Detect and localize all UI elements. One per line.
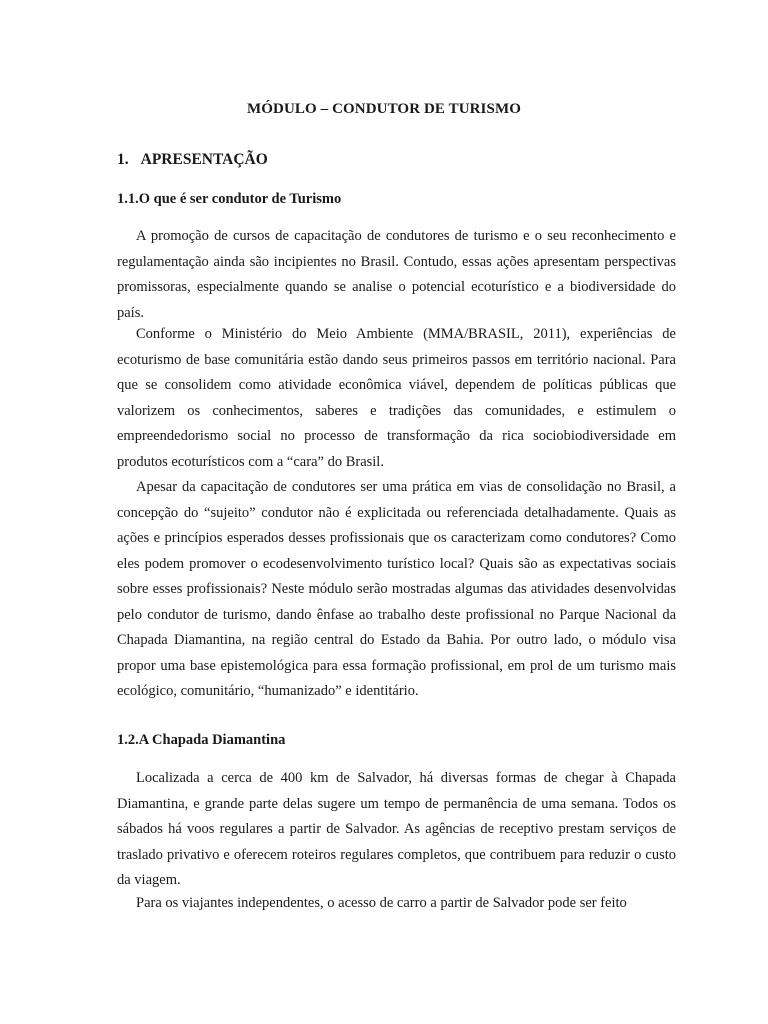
section-heading-apresentacao: [117, 151, 268, 169]
paragraph: Localizada a cerca de 400 km de Salvador, há diversas formas de chegar à Chapada Diamantina, e grande parte delas sugere um tempo de permanência de uma semana. Todos os sábados há voos regulares a partir de Salvador. As agências de receptivo prestam serviços de traslado privativo e oferecem roteiros regulares completos, que contribuem para reduzir o custo da viagem.: [117, 770, 676, 888]
section-number: 1.: [117, 151, 129, 168]
paragraph: Para os viajantes independentes, o acesso de carro a partir de Salvador pode ser feito: [136, 895, 627, 911]
subsection-heading-chapada: 1.2.A Chapada Diamantina: [117, 732, 286, 748]
paragraph: Conforme o Ministério do Meio Ambiente (MMA/BRASIL, 2011), experiências de ecoturismo de base comunitária estão dando seus primeiros passos em território nacional. Para que se consolidem como atividade econômica viável, dependem de políticas públicas que valorizem os conhecimentos, saberes e tradições das comunidades, e estimulem o empreendedorismo social no processo de transformação da rica sociobiodiversidade em produtos ecoturísticos com a “cara” do Brasil.: [117, 326, 676, 470]
section-title: APRESENTAÇÃO: [140, 151, 268, 168]
paragraph: Apesar da capacitação de condutores ser uma prática em vias de consolidação no Brasil, a concepção do “sujeito” condutor não é explicitada ou referenciada detalhadamente. Quais as ações e princípios esperados desses profissionais que os caracterizam como condutores? Como eles podem promover o ecodesenvolvimento turístico local? Quais são as expectativas sociais sobre esses profissionais? Neste módulo serão mostradas algumas das atividades desenvolvidas pelo condutor de turismo, dando ênfase ao trabalho deste profissional no Parque Nacional da Chapada Diamantina, na região central do Estado da Bahia. Por outro lado, o módulo visa propor uma base epistemológica para essa formação profissional, em prol de um turismo mais ecológico, comunitário, “humanizado” e identitário.: [117, 479, 676, 699]
document-title: MÓDULO – CONDUTOR DE TURISMO: [247, 101, 521, 117]
paragraph: A promoção de cursos de capacitação de condutores de turismo e o seu reconhecimento e regulamentação ainda são incipientes no Brasil. Contudo, essas ações apresentam perspectivas promissoras, especialmente quando se analise o potencial ecoturístico e a biodiversidade do país.: [117, 228, 676, 321]
subsection-heading-condutor: 1.1.O que é ser condutor de Turismo: [117, 191, 342, 207]
